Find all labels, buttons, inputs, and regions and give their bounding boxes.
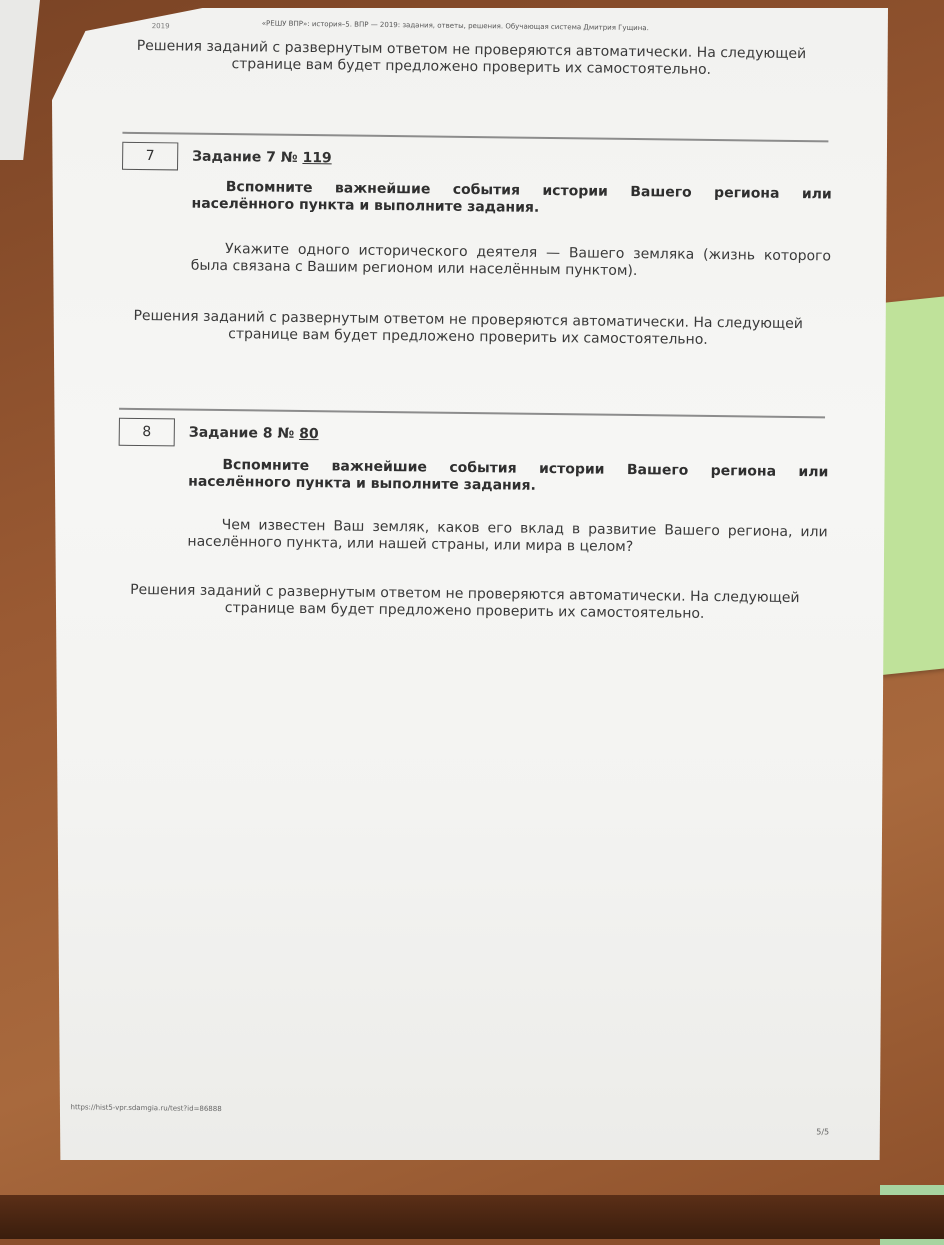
page-number: 5/5	[816, 1127, 830, 1137]
notice-top: Решения заданий с развернутым ответом не проверяются автоматически. На следующей странице вам будет предложено проверить их самостоятельно.	[136, 37, 807, 78]
table-shadow	[0, 1195, 944, 1239]
notice-task-8: Решения заданий с развернутым ответом не проверяются автоматически. На следующей странице вам будет предложено проверить их самостоятельно.	[130, 581, 800, 622]
task-7-title	[192, 149, 332, 167]
task-8-id-link[interactable]: 80	[299, 425, 319, 443]
task-8-question: Чем известен Ваш земляк, каков его вклад в развитие Вашего региона, или населённого пункта, или нашей страны, или мира в целом?	[187, 517, 828, 556]
task-8-title-label: Задание 8 №	[188, 424, 295, 442]
header-year: 2019	[151, 22, 170, 31]
divider-task-7	[122, 132, 828, 143]
page-content	[38, 3, 888, 1165]
page-header: «РЕШУ ВПР»: история–5. ВПР — 2019: задания, ответы, решения. Обучающая система Дмитрия Гущина.	[261, 19, 649, 33]
task-8-prompt: Вспомните важнейшие события истории Вашего региона или населённого пункта и выполните задания.	[188, 457, 829, 494]
task-8-number-box: 8	[119, 418, 175, 447]
footer-url[interactable]: https://hist5-vpr.sdamgia.ru/test?id=86888	[70, 1103, 222, 1114]
notice-task-7: Решения заданий с развернутым ответом не проверяются автоматически. На следующей странице вам будет предложено проверить их самостоятельно.	[133, 307, 803, 348]
task-7-question: Укажите одного исторического деятеля — Вашего земляка (жизнь которого была связана с Вашим регионом или населённым пунктом).	[190, 241, 832, 280]
task-8-title	[189, 425, 319, 443]
task-7-number-box: 7	[122, 142, 178, 171]
task-7-prompt: Вспомните важнейшие события истории Вашего региона или населённого пункта и выполните задания.	[191, 179, 832, 216]
task-7-id-link[interactable]: 119	[302, 149, 332, 167]
task-7-title-label: Задание 7 №	[192, 148, 298, 166]
divider-task-8	[119, 408, 825, 419]
